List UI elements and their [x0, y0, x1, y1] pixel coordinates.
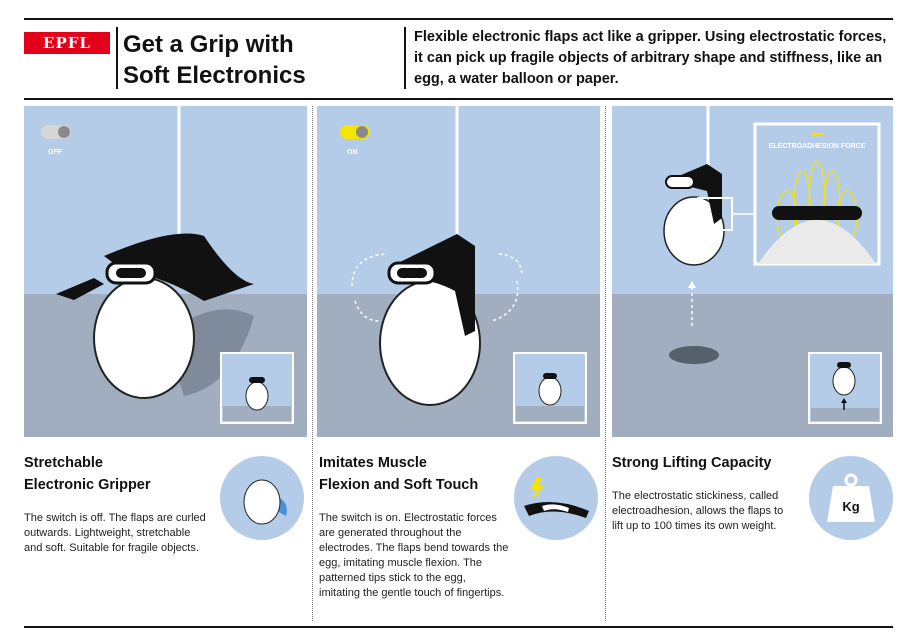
panel-lift-illustration [612, 106, 893, 437]
body-muscle: The switch is on. Electrostatic forces are generated throughout the electrodes. The flaps bend towards the egg, imitating muscle flexion. The patterned tips stick to the egg, imitating the gentle touch of fingertips. [319, 512, 509, 599]
epfl-logo: EPFL [24, 32, 110, 54]
column-divider-1 [312, 106, 313, 621]
heading-gripper-line-2: Electronic Gripper [24, 477, 151, 493]
title-line-2: Soft Electronics [123, 62, 306, 89]
heading-muscle-line-2: Flexion and Soft Touch [319, 477, 479, 493]
body-lifting: The electrostatic stickiness, called electroadhesion, allows the flaps to lift up to 100 times its own weight. [612, 490, 784, 532]
body-gripper: The switch is off. The flaps are curled outwards. Lightweight, stretchable and soft. Suitable for fragile objects. [24, 512, 206, 554]
flap-circle-icon [514, 456, 598, 540]
heading-gripper-line-1: Stretchable [24, 455, 103, 471]
page-title [123, 29, 393, 91]
header-rule [24, 98, 893, 100]
column-divider-2 [605, 106, 606, 621]
weight-circle-icon [809, 456, 893, 540]
intro-text: Flexible electronic flaps act like a gripper. Using electrostatic forces, it can pick up fragile objects of arbitrary shape and stiffness, like an egg, a water balloon or paper. [414, 29, 887, 87]
heading-lifting: Strong Lifting Capacity [612, 455, 772, 471]
heading-gripper [24, 452, 214, 496]
top-rule [24, 18, 893, 20]
panel-on-illustration [317, 106, 600, 437]
toggle-label-on: ON [347, 149, 358, 156]
panel-off-illustration [24, 106, 307, 437]
heading-muscle-line-1: Imitates Muscle [319, 455, 427, 471]
heading-muscle [319, 452, 519, 496]
toggle-label-off: OFF [48, 149, 62, 156]
header-divider-2 [404, 27, 406, 89]
electroadhesion-inset [755, 124, 879, 264]
bottom-rule [24, 626, 893, 628]
title-line-1: Get a Grip with [123, 31, 294, 58]
egg-circle-icon [220, 456, 304, 540]
egg [94, 278, 194, 398]
header-divider [116, 27, 118, 89]
inset-label: ELECTROADHESION FORCE [768, 143, 866, 150]
weight-label: Kg [842, 499, 860, 514]
